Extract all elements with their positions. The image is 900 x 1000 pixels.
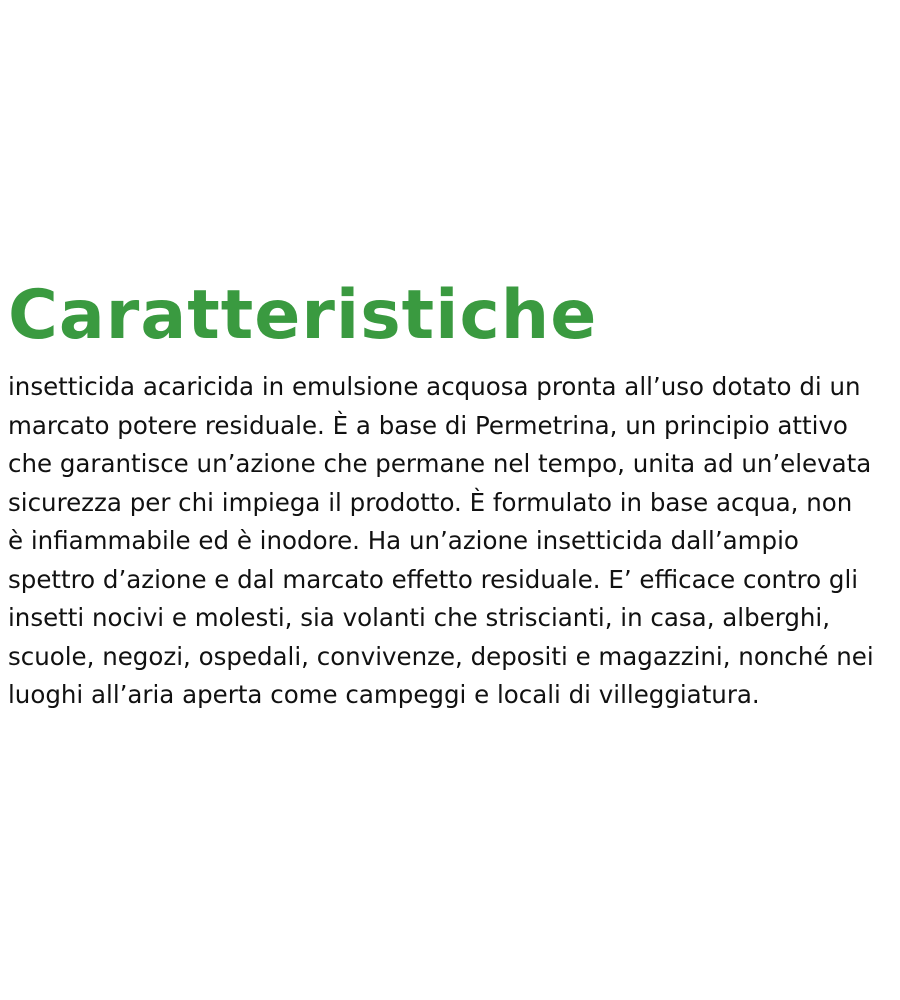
description-line: scuole, negozi, ospedali, convivenze, depositi e magazzini, nonché nei [8, 641, 874, 671]
description-line: è infiammabile ed è inodore. Ha un’azione insetticida dall’ampio [8, 526, 799, 555]
description-line: insetticida acaricida in emulsione acquosa pronta all’uso dotato di un [8, 372, 861, 401]
description-line: che garantisce un’azione che permane nel tempo, unita ad un’elevata [8, 449, 872, 478]
product-features-section [8, 270, 892, 715]
description-line: insetti nocivi e molesti, sia volanti che striscianti, in casa, alberghi, [8, 603, 831, 632]
section-heading: Caratteristiche [8, 276, 598, 355]
description-line: sicurezza per chi impiega il prodotto. È formulato in base acqua, non [8, 487, 853, 517]
description-line: marcato potere residuale. È a base di Permetrina, un principio attivo [8, 410, 848, 440]
description-line: spettro d’azione e dal marcato effetto residuale. E’ efficace contro gli [8, 564, 859, 594]
features-description [8, 368, 892, 715]
description-line: luoghi all’aria aperta come campeggi e locali di villeggiatura. [8, 680, 760, 709]
